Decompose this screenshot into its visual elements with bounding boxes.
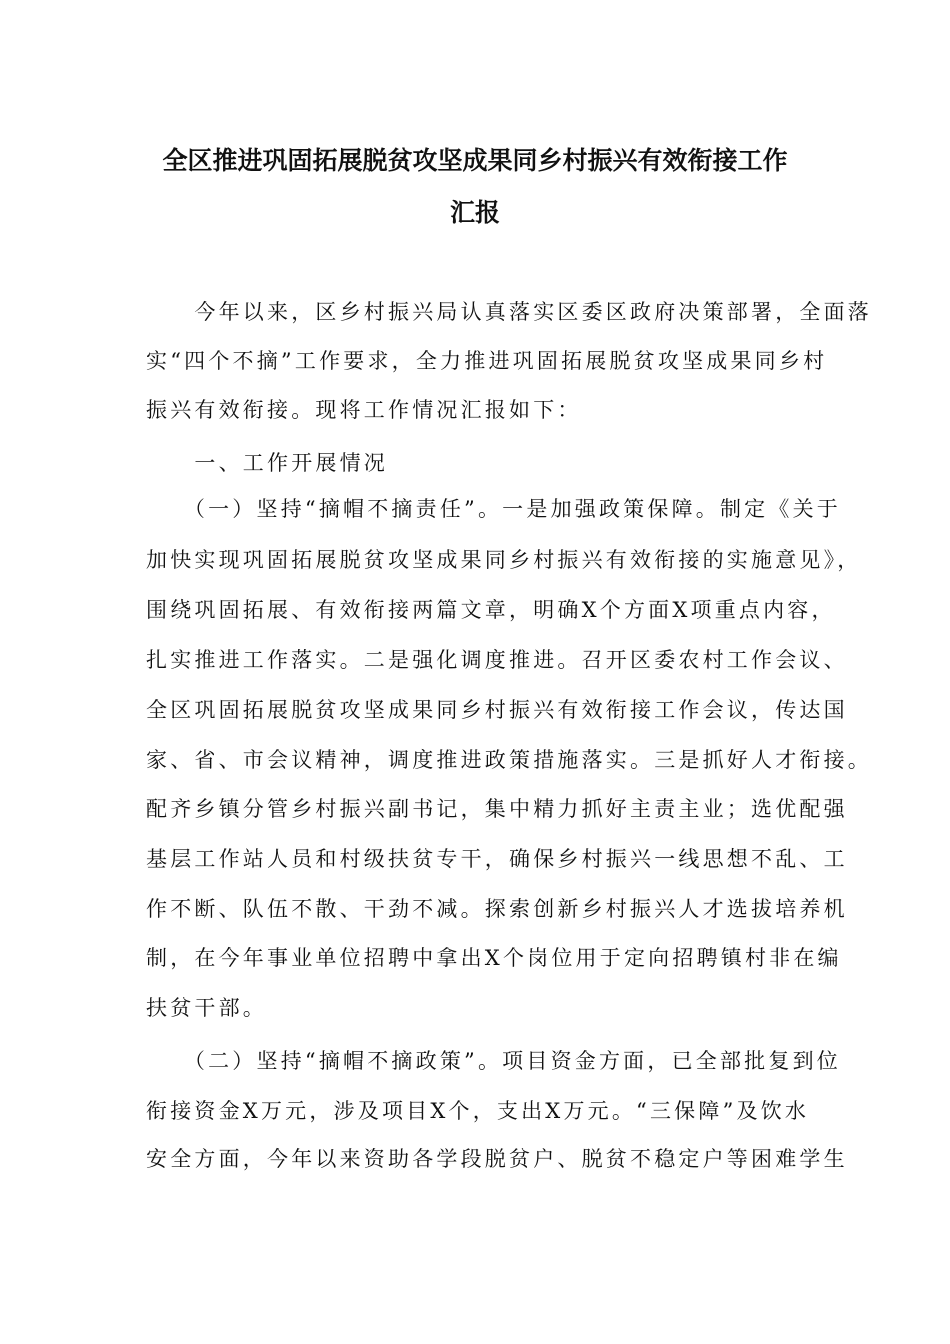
paragraph-line: 扎实推进工作落实。二是强化调度推进。召开区委农村工作会议、	[146, 648, 848, 672]
document-title-line-2: 汇报	[449, 198, 500, 227]
paragraph-line: 制，在今年事业单位招聘中拿出X个岗位用于定向招聘镇村非在编	[146, 946, 842, 970]
paragraph-line: 全区巩固拓展脱贫攻坚成果同乡村振兴有效衔接工作会议，传达国	[146, 698, 848, 722]
paragraph-line: 衔接资金X万元，涉及项目X个，支出X万元。“三保障”及饮水	[146, 1099, 810, 1123]
paragraph-line: 今年以来，区乡村振兴局认真落实区委区政府决策部署，全面落	[146, 300, 872, 324]
paragraph-line: （一）坚持“摘帽不摘责任”。一是加强政策保障。制定《关于	[146, 497, 841, 521]
paragraph-line: 基层工作站人员和村级扶贫专干，确保乡村振兴一线思想不乱、工	[146, 847, 848, 871]
section-heading: 一、工作开展情况	[146, 451, 388, 475]
paragraph-line: 安全方面，今年以来资助各学段脱贫户、脱贫不稳定户等困难学生	[146, 1147, 848, 1171]
paragraph-line: 配齐乡镇分管乡村振兴副书记，集中精力抓好主责主业；选优配强	[146, 797, 848, 821]
document-title-line-1: 全区推进巩固拓展脱贫攻坚成果同乡村振兴有效衔接工作	[162, 146, 788, 175]
paragraph-line: 振兴有效衔接。现将工作情况汇报如下：	[146, 398, 582, 422]
paragraph-line: 实“四个不摘”工作要求，全力推进巩固拓展脱贫攻坚成果同乡村	[146, 349, 828, 373]
paragraph-line: 扶贫干部。	[146, 996, 267, 1020]
paragraph-line: 围绕巩固拓展、有效衔接两篇文章，明确X个方面X项重点内容，	[146, 598, 836, 622]
paragraph-line: 作不断、队伍不散、干劲不减。探索创新乡村振兴人才选拔培养机	[146, 897, 848, 921]
paragraph-line: 家、省、市会议精神，调度推进政策措施落实。三是抓好人才衔接。	[146, 748, 872, 772]
paragraph-line: （二）坚持“摘帽不摘政策”。项目资金方面，已全部批复到位	[146, 1049, 841, 1073]
paragraph-line: 加快实现巩固拓展脱贫攻坚成果同乡村振兴有效衔接的实施意见》，	[146, 548, 862, 572]
